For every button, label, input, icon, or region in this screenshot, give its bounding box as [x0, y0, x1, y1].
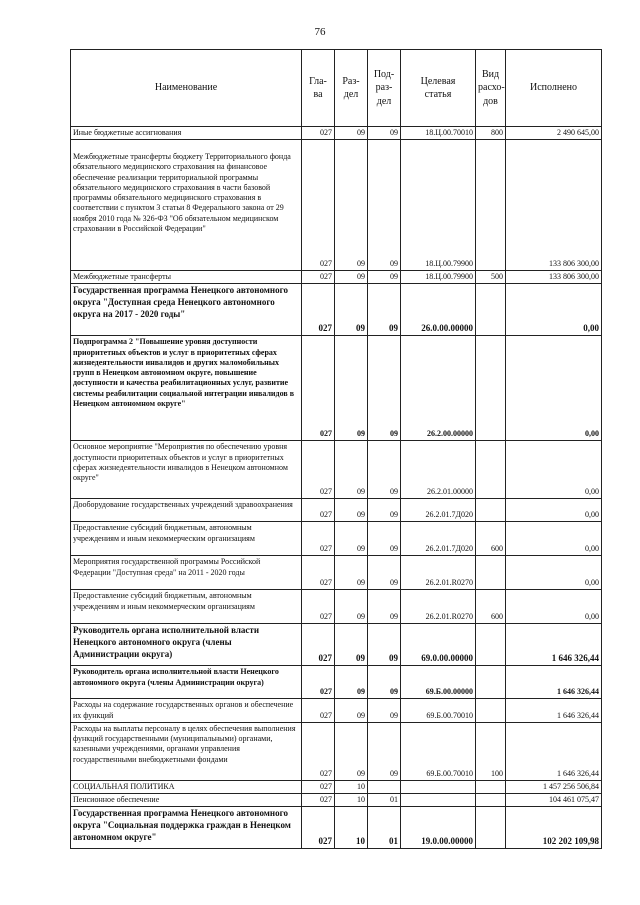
table-row — [71, 794, 602, 807]
row-sum: 0,00 — [506, 522, 602, 556]
row-vid: 600 — [476, 590, 506, 624]
row-podrazdel: 09 — [368, 441, 401, 499]
table-header-row — [71, 50, 602, 127]
row-sum: 1 646 326,44 — [506, 722, 602, 780]
row-glava: 027 — [302, 722, 335, 780]
row-razdel: 09 — [335, 127, 368, 140]
row-razdel: 10 — [335, 807, 368, 849]
row-target: 26.2.01.R0270 — [401, 556, 476, 590]
row-vid — [476, 780, 506, 793]
row-vid: 500 — [476, 271, 506, 284]
row-vid: 800 — [476, 127, 506, 140]
table-row — [71, 271, 602, 284]
row-vid — [476, 807, 506, 849]
col-header-podrazdel: Под- раз- дел — [368, 50, 401, 127]
row-name: Основное мероприятие "Мероприятия по обеспечению уровня доступности приоритетных объектов и услуг в приоритетных сферах жизнедеятельности инвалидов в Ненецком автономном округе" — [71, 441, 302, 499]
row-vid: 600 — [476, 522, 506, 556]
row-name: Расходы на содержание государственных органов и обеспечение их функций — [71, 699, 302, 722]
row-name: Расходы на выплаты персоналу в целях обеспечения выполнения функций государственными (муниципальными) органами, казенными учреждениями, органами управления государственными внебюджетными фондами — [71, 722, 302, 780]
row-razdel: 09 — [335, 336, 368, 441]
row-razdel: 09 — [335, 624, 368, 666]
table-row — [71, 722, 602, 780]
col-header-vid: Вид расхо- дов — [476, 50, 506, 127]
row-glava: 027 — [302, 794, 335, 807]
table-row — [71, 522, 602, 556]
row-name: Руководитель органа исполнительной власти Ненецкого автономного округа (члены Администрации округа) — [71, 666, 302, 699]
row-target: 69.Б.00.70010 — [401, 722, 476, 780]
table-row — [71, 807, 602, 849]
row-podrazdel: 09 — [368, 590, 401, 624]
row-glava: 027 — [302, 807, 335, 849]
row-glava: 027 — [302, 140, 335, 271]
row-podrazdel: 01 — [368, 807, 401, 849]
row-podrazdel: 09 — [368, 522, 401, 556]
table-row — [71, 624, 602, 666]
row-podrazdel — [368, 780, 401, 793]
row-razdel: 10 — [335, 794, 368, 807]
row-name: Межбюджетные трансферты бюджету Территориального фонда обязательного медицинского страхования на финансовое обеспечение реализации территориальной программы обязательного медицинского страхования в части базовой программы обязательного медицинского страхования в соответствии с пунктом 3 статьи 8 Федерального закона от 29 ноября 2010 года № 326-ФЗ "Об обязательном медицинском страховании в Российской Федерации" — [71, 140, 302, 271]
table-row — [71, 699, 602, 722]
row-sum: 1 646 326,44 — [506, 666, 602, 699]
row-name: Государственная программа Ненецкого автономного округа "Социальная поддержка граждан в Ненецком автономном округе" — [71, 807, 302, 849]
row-vid — [476, 794, 506, 807]
row-name: Дооборудование государственных учреждений здравоохранения — [71, 499, 302, 522]
row-podrazdel: 09 — [368, 284, 401, 336]
row-vid — [476, 441, 506, 499]
row-razdel: 09 — [335, 722, 368, 780]
row-name: Межбюджетные трансферты — [71, 271, 302, 284]
row-glava: 027 — [302, 271, 335, 284]
row-razdel: 09 — [335, 140, 368, 271]
row-target: 19.0.00.00000 — [401, 807, 476, 849]
row-name: Государственная программа Ненецкого автономного округа "Доступная среда Ненецкого автономного округа на 2017 - 2020 годы" — [71, 284, 302, 336]
row-sum: 0,00 — [506, 284, 602, 336]
row-sum: 133 806 300,00 — [506, 140, 602, 271]
row-glava: 027 — [302, 499, 335, 522]
row-target: 18.Ц.00.79900 — [401, 140, 476, 271]
row-sum: 0,00 — [506, 556, 602, 590]
row-podrazdel: 09 — [368, 624, 401, 666]
col-header-glava: Гла- ва — [302, 50, 335, 127]
row-vid — [476, 699, 506, 722]
row-target: 18.Ц.00.70010 — [401, 127, 476, 140]
table-row — [71, 336, 602, 441]
row-sum: 133 806 300,00 — [506, 271, 602, 284]
row-razdel: 09 — [335, 556, 368, 590]
row-glava: 027 — [302, 127, 335, 140]
row-sum: 0,00 — [506, 590, 602, 624]
row-razdel: 09 — [335, 499, 368, 522]
row-vid — [476, 624, 506, 666]
row-sum: 102 202 109,98 — [506, 807, 602, 849]
row-vid — [476, 336, 506, 441]
table-row — [71, 140, 602, 271]
row-razdel: 09 — [335, 699, 368, 722]
row-target — [401, 780, 476, 793]
row-glava: 027 — [302, 284, 335, 336]
row-razdel: 09 — [335, 522, 368, 556]
row-name: Пенсионное обеспечение — [71, 794, 302, 807]
row-target: 26.2.01.R0270 — [401, 590, 476, 624]
row-glava: 027 — [302, 590, 335, 624]
row-sum: 104 461 075,47 — [506, 794, 602, 807]
row-sum: 0,00 — [506, 336, 602, 441]
row-target: 69.Б.00.70010 — [401, 699, 476, 722]
col-header-razdel: Раз- дел — [335, 50, 368, 127]
row-target: 18.Ц.00.79900 — [401, 271, 476, 284]
row-name: СОЦИАЛЬНАЯ ПОЛИТИКА — [71, 780, 302, 793]
row-podrazdel: 09 — [368, 556, 401, 590]
row-name: Предоставление субсидий бюджетным, автономным учреждениям и иным некоммерческим организациям — [71, 590, 302, 624]
row-sum: 2 490 645,00 — [506, 127, 602, 140]
table-row — [71, 441, 602, 499]
row-target: 69.0.00.00000 — [401, 624, 476, 666]
row-name: Иные бюджетные ассигнования — [71, 127, 302, 140]
row-razdel: 09 — [335, 441, 368, 499]
row-podrazdel: 09 — [368, 127, 401, 140]
row-target: 26.2.01.7Д020 — [401, 499, 476, 522]
row-glava: 027 — [302, 666, 335, 699]
row-glava: 027 — [302, 699, 335, 722]
col-header-done: Исполнено — [506, 50, 602, 127]
budget-execution-table — [70, 49, 602, 849]
row-vid — [476, 666, 506, 699]
row-vid — [476, 140, 506, 271]
row-razdel: 09 — [335, 590, 368, 624]
row-glava: 027 — [302, 336, 335, 441]
row-glava: 027 — [302, 624, 335, 666]
row-target: 26.0.00.00000 — [401, 284, 476, 336]
row-sum: 1 457 256 506,84 — [506, 780, 602, 793]
row-glava: 027 — [302, 522, 335, 556]
row-vid: 100 — [476, 722, 506, 780]
row-target: 26.2.00.00000 — [401, 336, 476, 441]
col-header-target: Целевая статья — [401, 50, 476, 127]
table-row — [71, 780, 602, 793]
row-glava: 027 — [302, 441, 335, 499]
table-row — [71, 284, 602, 336]
row-podrazdel: 09 — [368, 140, 401, 271]
row-name: Руководитель органа исполнительной власти Ненецкого автономного округа (члены Администрации округа) — [71, 624, 302, 666]
row-target — [401, 794, 476, 807]
page-number: 76 — [314, 26, 326, 38]
row-glava: 027 — [302, 556, 335, 590]
row-razdel: 10 — [335, 780, 368, 793]
row-sum: 0,00 — [506, 441, 602, 499]
table-row — [71, 590, 602, 624]
row-sum: 1 646 326,44 — [506, 624, 602, 666]
row-target: 26.2.01.7Д020 — [401, 522, 476, 556]
row-name: Мероприятия государственной программы Российской Федерации "Доступная среда" на 2011 - 2020 годы — [71, 556, 302, 590]
row-razdel: 09 — [335, 271, 368, 284]
table-row — [71, 127, 602, 140]
row-sum: 0,00 — [506, 499, 602, 522]
row-vid — [476, 499, 506, 522]
row-podrazdel: 01 — [368, 794, 401, 807]
row-razdel: 09 — [335, 666, 368, 699]
col-header-name: Наименование — [71, 50, 302, 127]
row-vid — [476, 284, 506, 336]
table-row — [71, 499, 602, 522]
row-razdel: 09 — [335, 284, 368, 336]
row-sum: 1 646 326,44 — [506, 699, 602, 722]
table-row — [71, 556, 602, 590]
row-glava: 027 — [302, 780, 335, 793]
row-podrazdel: 09 — [368, 666, 401, 699]
row-podrazdel: 09 — [368, 722, 401, 780]
row-podrazdel: 09 — [368, 336, 401, 441]
row-vid — [476, 556, 506, 590]
row-name: Предоставление субсидий бюджетным, автономным учреждениям и иным некоммерческим организациям — [71, 522, 302, 556]
row-target: 69.Б.00.00000 — [401, 666, 476, 699]
row-podrazdel: 09 — [368, 699, 401, 722]
row-podrazdel: 09 — [368, 499, 401, 522]
row-target: 26.2.01.00000 — [401, 441, 476, 499]
table-row — [71, 666, 602, 699]
row-podrazdel: 09 — [368, 271, 401, 284]
row-name: Подпрограмма 2 "Повышение уровня доступности приоритетных объектов и услуг в приоритетных сферах жизнедеятельности инвалидов и других маломобильных групп в Ненецком автономном округе, повышение доступности и качества реабилитационных услуг, развитие системы реабилитации социальной интеграции инвалидов в Ненецком автономном округе" — [71, 336, 302, 441]
